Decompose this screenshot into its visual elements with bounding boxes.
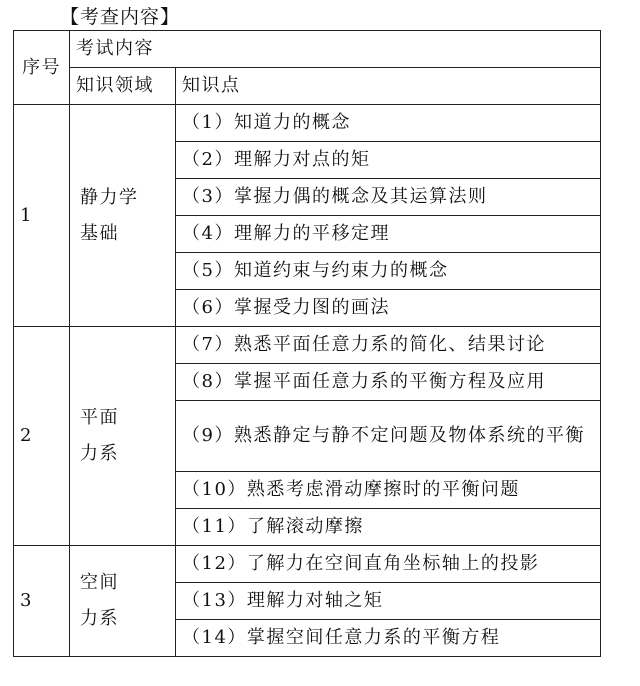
table-subheader-row [14,68,601,105]
domain-cell [70,105,176,327]
point-cell: （1）知道力的概念 [176,105,601,142]
point-cell: （12）了解力在空间直角坐标轴上的投影 [176,546,601,583]
section-heading: 【考查内容】 [60,6,181,28]
point-cell: （7）熟悉平面任意力系的简化、结果讨论 [176,327,601,364]
domain-line: 静力学 [80,186,139,208]
syllabus-table [13,30,601,657]
point-cell: （3）掌握力偶的概念及其运算法则 [176,179,601,216]
domain-line: 力系 [80,608,119,629]
point-cell: （14）掌握空间任意力系的平衡方程 [176,620,601,657]
point-cell: （4）理解力的平移定理 [176,216,601,253]
point-cell: （6）掌握受力图的画法 [176,290,601,327]
point-cell: （2）理解力对点的矩 [176,142,601,179]
table-row [14,546,601,583]
header-domain: 知识领域 [70,68,176,105]
seq-cell: 3 [14,546,70,657]
header-points: 知识点 [176,68,601,105]
domain-line: 空间 [80,572,119,593]
table-row [14,327,601,364]
table-header-row [14,31,601,68]
header-seq: 序号 [14,31,70,105]
domain-cell [70,327,176,546]
domain-line: 基础 [80,222,119,244]
point-cell: （11）了解滚动摩擦 [176,509,601,546]
seq-cell: 2 [14,327,70,546]
point-cell: （13）理解力对轴之矩 [176,583,601,620]
point-cell: （8）掌握平面任意力系的平衡方程及应用 [176,364,601,401]
point-cell: （5）知道约束与约束力的概念 [176,253,601,290]
point-cell: （9）熟悉静定与静不定问题及物体系统的平衡 [176,401,601,472]
domain-cell [70,546,176,657]
point-cell: （10）熟悉考虑滑动摩擦时的平衡问题 [176,472,601,509]
domain-line: 平面 [80,407,119,428]
table-row [14,105,601,142]
seq-cell: 1 [14,105,70,327]
domain-line: 力系 [80,443,119,464]
header-exam-content: 考试内容 [70,31,601,68]
